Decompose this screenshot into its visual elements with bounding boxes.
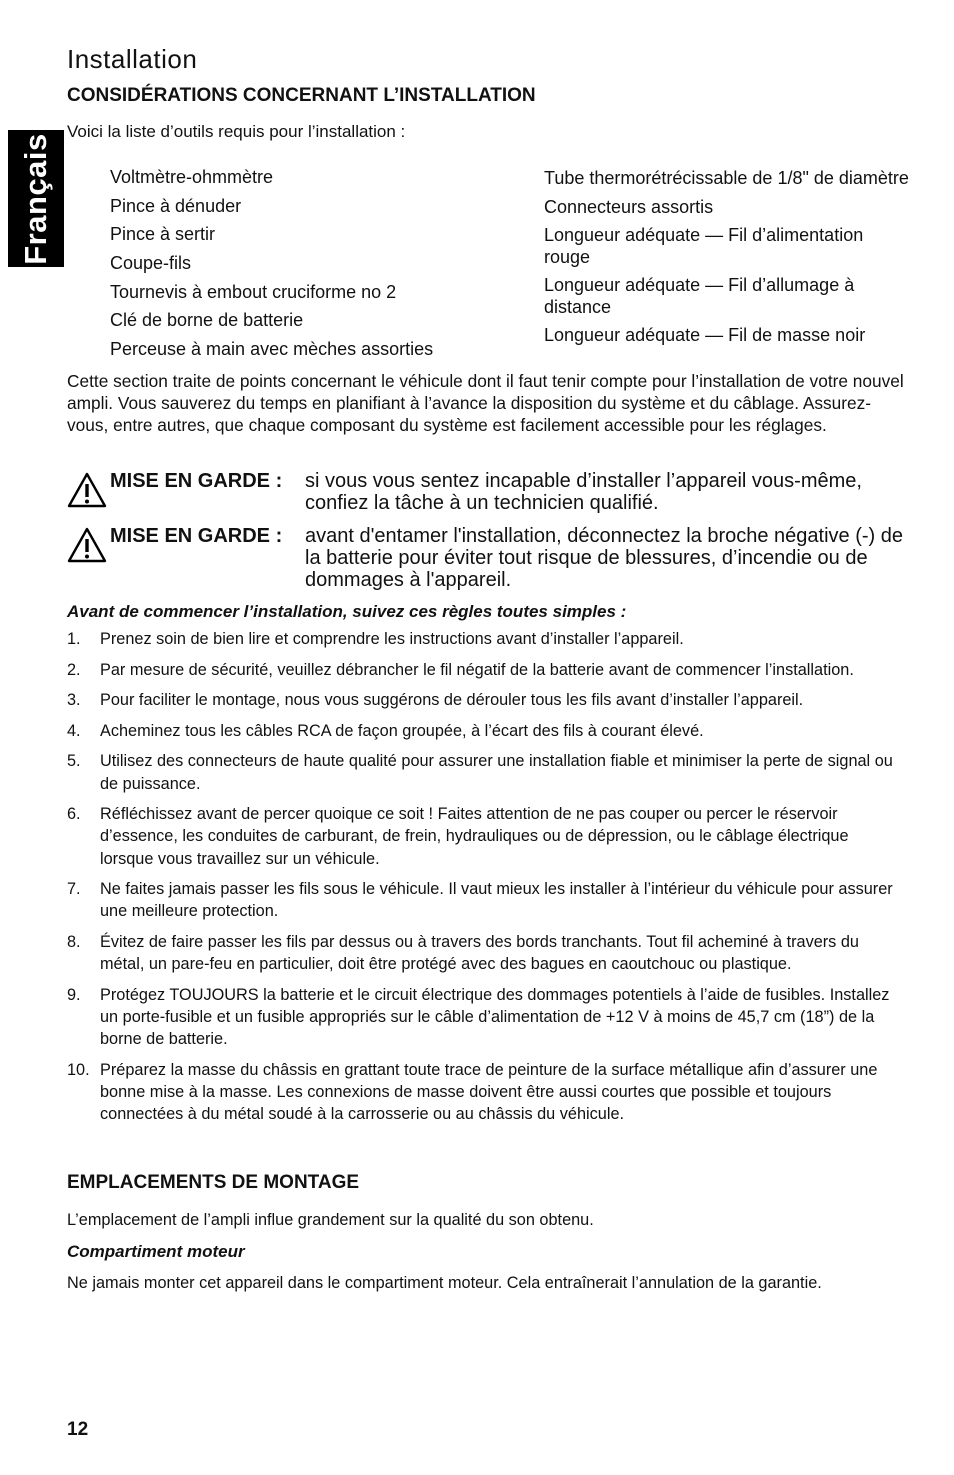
caution-label: MISE EN GARDE : — [110, 470, 283, 492]
rules-intro: Avant de commencer l’installation, suivez ces règles toutes simples : — [67, 602, 627, 621]
list-item — [67, 750, 897, 794]
list-number: 10. — [67, 1060, 90, 1079]
rules-list — [67, 628, 897, 1134]
tools-list-right — [544, 168, 914, 354]
vehicle-paragraph: Cette section traite de points concernant le véhicule dont il faut tenir compte pour l’installation de votre nouvel ampli. Vous sauverez du temps en planifiant à l’avance la disposition du système et du câblage. Assurez-vous, entre autres, que chaque composant du système est facilement accessible pour les réglages. — [67, 371, 904, 435]
list-number: 1. — [67, 630, 81, 648]
tool-item: Perceuse à main avec mèches assorties — [110, 339, 434, 360]
list-item — [67, 1059, 897, 1126]
warning-triangle-icon — [67, 527, 107, 568]
caution-label: MISE EN GARDE : — [110, 525, 283, 547]
list-item — [67, 659, 897, 681]
list-number: 7. — [67, 880, 81, 899]
list-text: Pour faciliter le montage, nous vous suggérons de dérouler tous les fils avant d’installer l’appareil. — [100, 691, 804, 710]
material-item: Longueur adéquate — Fil de masse noir — [544, 325, 866, 345]
material-item: Connecteurs assortis — [544, 196, 714, 217]
list-item — [67, 803, 897, 870]
list-item — [67, 878, 897, 922]
list-text: Prenez soin de bien lire et comprendre les instructions avant d’installer l’appareil. — [100, 630, 684, 648]
mounting-intro: L’emplacement de l’ampli influe grandement sur la qualité du son obtenu. — [67, 1211, 594, 1229]
tool-item: Coupe-fils — [110, 253, 192, 274]
engine-compartment-heading: Compartiment moteur — [67, 1242, 245, 1261]
caution-text: si vous vous sentez incapable d’installer l’appareil vous-même, confiez la tâche à un technicien qualifié. — [305, 470, 862, 514]
tools-list-left — [110, 166, 490, 367]
material-item: Longueur adéquate — Fil d’allumage à distance — [544, 275, 855, 317]
list-number: 4. — [67, 721, 81, 740]
list-number: 8. — [67, 932, 81, 951]
tool-item: Tournevis à embout cruciforme no 2 — [110, 281, 397, 302]
list-number: 9. — [67, 985, 81, 1004]
language-label: Français — [18, 132, 53, 265]
list-text: Ne faites jamais passer les fils sous le véhicule. Il vaut mieux les installer à l’intérieur du véhicule pour assurer une meilleure protection. — [100, 880, 893, 921]
list-item — [67, 984, 897, 1051]
list-number: 3. — [67, 691, 81, 710]
list-text: Préparez la masse du châssis en grattant toute trace de peinture de la surface métallique afin d’assurer une bonne mise à la masse. Les connexions de masse doivent être aussi courtes que possible et toujours connectées à du métal soudé à la carrosserie ou au châssis du véhicule. — [100, 1060, 878, 1124]
list-text: Protégez TOUJOURS la batterie et le circuit électrique des dommages potentiels à l’aide de fusibles. Installez un porte-fusible et un fusible appropriés sur le câble d’alimentation de +12 V à moins de 45,7 cm (18”) de la borne de batterie. — [100, 985, 890, 1049]
list-text: Réfléchissez avant de percer quoique ce soit ! Faites attention de ne pas couper ou percer le réservoir d’essence, les conduites de carburant, de frein, hydrauliques ou de dépression, ou le câblage électrique lorsque vous travaillez sur un véhicule. — [100, 805, 849, 868]
page-number: 12 — [67, 1419, 89, 1440]
engine-compartment-text: Ne jamais monter cet appareil dans le compartiment moteur. Cela entraînerait l’annulation de la garantie. — [67, 1274, 822, 1292]
list-number: 5. — [67, 752, 81, 771]
list-number: 2. — [67, 660, 81, 679]
language-side-tab — [8, 130, 64, 267]
list-text: Acheminez tous les câbles RCA de façon groupée, à l’écart des fils à courant élevé. — [100, 721, 704, 740]
list-item — [67, 628, 897, 650]
material-item: Tube thermorétrécissable de 1/8" de diamètre — [544, 168, 909, 188]
list-number: 6. — [67, 805, 81, 824]
tool-item: Pince à sertir — [110, 224, 216, 245]
mounting-heading: EMPLACEMENTS DE MONTAGE — [67, 1172, 360, 1193]
tool-item: Pince à dénuder — [110, 195, 242, 216]
section-title: Installation — [67, 44, 198, 74]
list-text: Utilisez des connecteurs de haute qualité pour assurer une installation fiable et minimiser la perte de signal ou de puissance. — [100, 752, 893, 793]
tools-intro: Voici la liste d’outils requis pour l’installation : — [67, 122, 406, 141]
material-item: Longueur adéquate — Fil d’alimentation rouge — [544, 225, 864, 267]
install-considerations-heading: CONSIDÉRATIONS CONCERNANT L’INSTALLATION — [67, 85, 536, 106]
caution-text: avant d'entamer l'installation, déconnectez la broche négative (-) de la batterie pour éviter tout risque de blessures, d’incendie ou de dommages à l'appareil. — [305, 525, 903, 591]
list-text: Évitez de faire passer les fils par dessus ou à travers des bords tranchants. Tout fil acheminé à travers du métal, un pare-feu en particulier, doit être protégé avec des bagues en caoutchouc ou plastique. — [100, 932, 859, 974]
list-item — [67, 689, 897, 711]
tool-item: Voltmètre-ohmmètre — [110, 167, 274, 187]
list-text: Par mesure de sécurité, veuillez débrancher le fil négatif de la batterie avant de commencer l’installation. — [100, 660, 854, 679]
list-item — [67, 720, 897, 742]
list-item — [67, 931, 897, 975]
warning-triangle-icon — [67, 472, 107, 513]
tool-item: Clé de borne de batterie — [110, 310, 304, 331]
